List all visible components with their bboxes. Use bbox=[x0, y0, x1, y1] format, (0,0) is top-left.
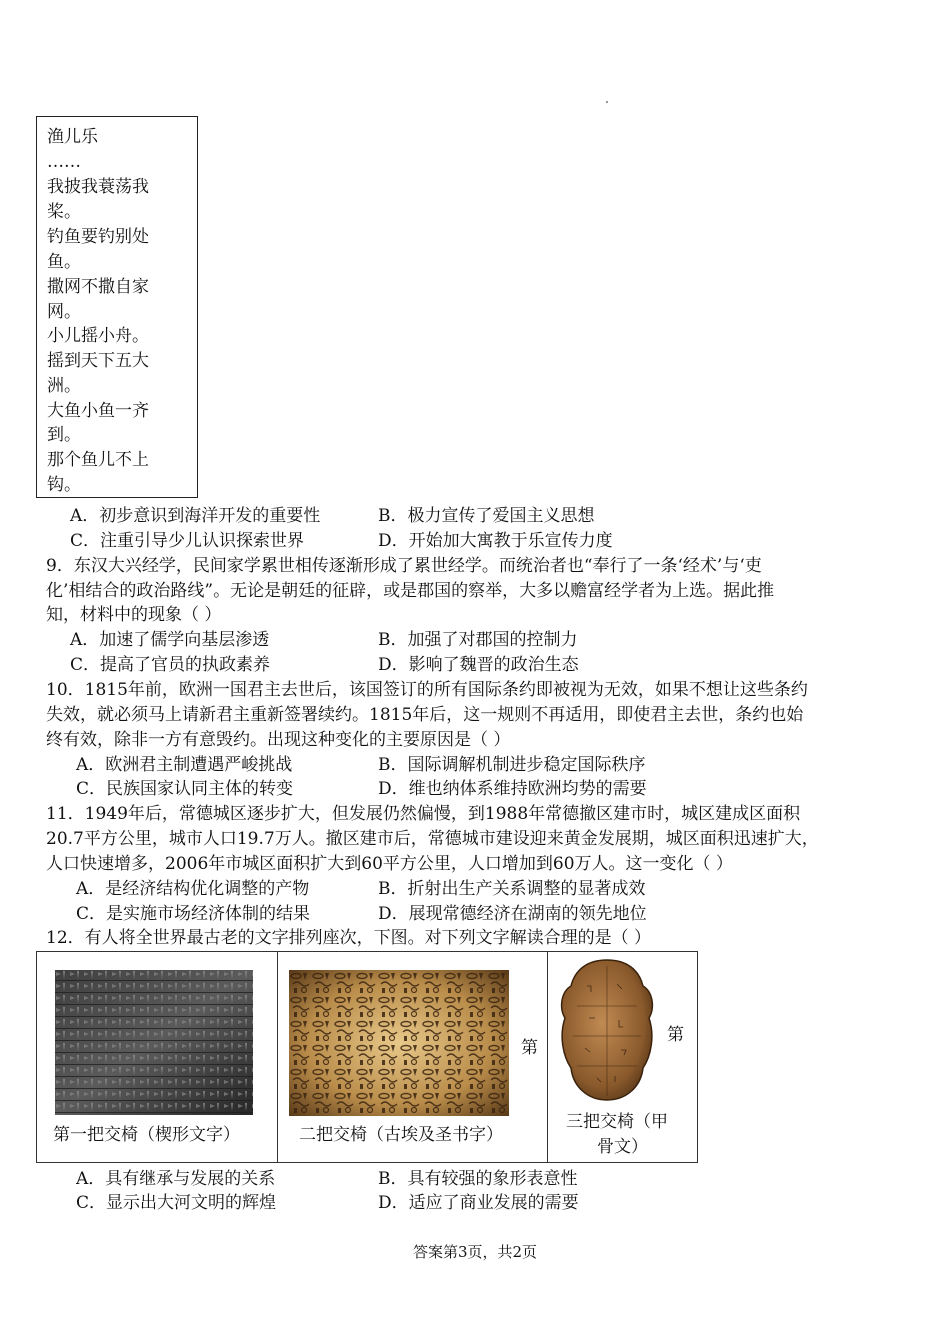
poem-line: 那个鱼儿不上 bbox=[47, 450, 149, 470]
q8-option-c: C．注重引导少儿认识探索世界 bbox=[70, 531, 305, 551]
poem-line: 我披我蓑荡我 bbox=[47, 177, 149, 197]
oracle-bone-image bbox=[557, 956, 657, 1104]
cell3-caption-line1: 三把交椅（甲 bbox=[566, 1112, 668, 1132]
q9-stem-line: 知，材料中的现象（ ） bbox=[46, 605, 222, 625]
cell2-side-text: 第 bbox=[521, 1038, 538, 1058]
q12-option-c: C．显示出大河文明的辉煌 bbox=[76, 1193, 277, 1213]
q10-option-a: A．欧洲君主制遭遇严峻挑战 bbox=[76, 755, 293, 775]
q12-stem: 12．有人将全世界最古老的文字排列座次，下图。对下列文字解读合理的是（ ） bbox=[46, 928, 652, 948]
poem-line: 撒网不撒自家 bbox=[47, 277, 149, 297]
poem-line: 摇到天下五大 bbox=[47, 351, 149, 371]
q9-option-d: D．影响了魏晋的政治生态 bbox=[378, 655, 579, 675]
table-divider bbox=[547, 952, 548, 1162]
hieroglyph-image bbox=[289, 970, 509, 1116]
q10-stem-line: 10．1815年前，欧洲一国君主去世后，该国签订的所有国际条约即被视为无效，如果不想让这些条约 bbox=[46, 680, 808, 700]
poem-line: 洲。 bbox=[47, 376, 81, 396]
q11-stem-line: 人口快速增多，2006年市城区面积扩大到60平方公里，人口增加到60万人。这一变化（ ） bbox=[46, 854, 733, 874]
table-divider bbox=[277, 952, 278, 1162]
poem-line: 渔儿乐 bbox=[47, 127, 98, 147]
q11-stem-line: 20.7平方公里，城市人口19.7万人。撤区建市后，常德城市建设迎来黄金发展期，城区面积迅速扩大， bbox=[46, 829, 819, 849]
q11-option-d: D．展现常德经济在湖南的领先地位 bbox=[378, 904, 647, 924]
q10-option-b: B．国际调解机制进步稳定国际秩序 bbox=[378, 755, 646, 775]
poem-line: 到。 bbox=[47, 425, 81, 445]
q11-option-b: B．折射出生产关系调整的显著成效 bbox=[378, 879, 646, 899]
poem-line: 钩。 bbox=[47, 475, 81, 495]
q9-stem-line: 9．东汉大兴经学，民间家学累世相传逐渐形成了累世经学。而统治者也“奉行了一条‘经术’与‘吏 bbox=[46, 556, 762, 576]
q12-option-a: A．具有继承与发展的关系 bbox=[76, 1169, 276, 1189]
cuneiform-image bbox=[55, 970, 253, 1115]
cell3-side-text: 第 bbox=[667, 1025, 684, 1045]
page-footer: 答案第3页，共2页 bbox=[412, 1243, 538, 1261]
poem-line: …… bbox=[47, 152, 81, 172]
q9-option-c: C．提高了官员的执政素养 bbox=[70, 655, 271, 675]
cell1-caption: 第一把交椅（楔形文字） bbox=[53, 1125, 240, 1145]
q11-stem-line: 11．1949年后，常德城区逐步扩大，但发展仍然偏慢，到1988年常德撤区建市时，城区建成区面积 bbox=[46, 804, 801, 824]
q9-stem-line: 化’相结合的政治路线”。无论是朝廷的征辟，或是郡国的察举，大多以赡富经学者为上选。据此推 bbox=[46, 581, 775, 601]
poem-line: 大鱼小鱼一齐 bbox=[47, 401, 149, 421]
q10-stem-line: 终有效，除非一方有意毁约。出现这种变化的主要原因是（ ） bbox=[46, 730, 511, 750]
writing-table bbox=[36, 951, 698, 1163]
q10-stem-line: 失效，就必须马上请新君主重新签署续约。1815年后，这一规则不再适用，即使君主去世，条约也始 bbox=[46, 705, 804, 725]
q9-option-b: B．加强了对郡国的控制力 bbox=[378, 630, 578, 650]
speck bbox=[606, 101, 608, 103]
q12-option-d: D．适应了商业发展的需要 bbox=[378, 1193, 579, 1213]
q11-option-a: A．是经济结构优化调整的产物 bbox=[76, 879, 310, 899]
poem-line: 网。 bbox=[47, 302, 81, 322]
poem-line: 鱼。 bbox=[47, 252, 81, 272]
poem-box bbox=[36, 116, 198, 498]
q8-option-d: D．开始加大寓教于乐宣传力度 bbox=[378, 531, 613, 551]
q12-option-b: B．具有较强的象形表意性 bbox=[378, 1169, 578, 1189]
poem-line: 钓鱼要钓别处 bbox=[47, 227, 149, 247]
q8-option-a: A．初步意识到海洋开发的重要性 bbox=[70, 506, 321, 526]
q9-option-a: A．加速了儒学向基层渗透 bbox=[70, 630, 270, 650]
cell3-caption-line2: 骨文） bbox=[597, 1137, 648, 1157]
cell2-caption: 二把交椅（古埃及圣书字） bbox=[299, 1125, 503, 1145]
poem-line: 小儿摇小舟。 bbox=[47, 326, 149, 346]
q8-option-b: B．极力宣传了爱国主义思想 bbox=[378, 506, 595, 526]
q10-option-d: D．维也纳体系维持欧洲均势的需要 bbox=[378, 779, 647, 799]
q10-option-c: C．民族国家认同主体的转变 bbox=[76, 779, 294, 799]
poem-line: 桨。 bbox=[47, 202, 81, 222]
q11-option-c: C．是实施市场经济体制的结果 bbox=[76, 904, 311, 924]
